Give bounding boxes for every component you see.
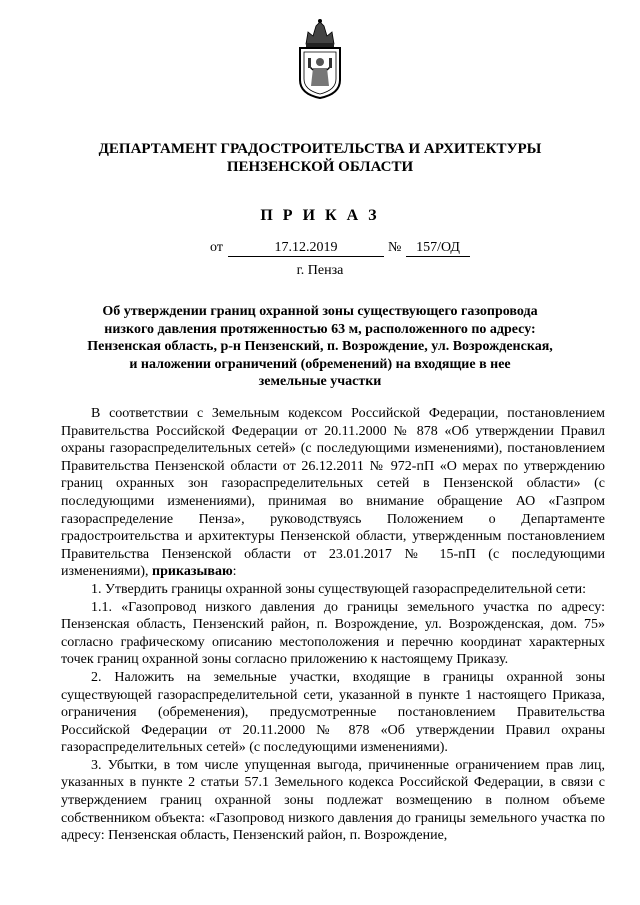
coat-of-arms-emblem	[296, 18, 344, 100]
date-prefix: от	[210, 240, 223, 255]
preamble-paragraph	[61, 405, 605, 581]
clause-1-1: 1.1. «Газопровод низкого давления до границы земельного участка по адресу: Пензенская область, Пензенский район, п. Возрождение, ул. Возрожденская, дом. 75» согласно графическому описанию местоположения и перечню координат характерных точек границ охранной зоны согласно приложению к настоящему Приказу.	[61, 599, 605, 668]
preamble-text: В соответствии с Земельным кодексом Российской Федерации, постановлением Правительства Российской Федерации от 20.11.2000 № 878 «Об утверждении Правил охраны газораспределительных сетей» (с последующими изменениями), постановлением Правительства Пензенской области от 26.12.2011 № 972-пП «О мерах по утверждению границ охранных зон газораспределительных сетей в Пензенской области» (с последующими изменениями), принимая во внимание обращение АО «Газпром газораспределение Пенза», руководствуясь Положением о Департаменте градостроительства и архитектуры Пензенской области, утвержденным постановлением Правительства Пензенской области от 23.01.2017 № 15-пП (с последующими изменениями),	[61, 406, 605, 580]
title-line: низкого давления протяженностью 63 м, расположенного по адресу:	[104, 321, 536, 337]
city: г. Пенза	[296, 263, 344, 278]
document-type: П Р И К А З	[260, 207, 380, 224]
order-date: 17.12.2019	[228, 240, 384, 257]
department-name-line-2: ПЕНЗЕНСКОЙ ОБЛАСТИ	[226, 159, 414, 175]
preamble-end: :	[232, 564, 237, 580]
title-line: земельные участки	[258, 374, 382, 389]
date-number-row	[200, 240, 480, 258]
order-number: 157/ОД	[406, 240, 470, 257]
clause-1: 1. Утвердить границы охранной зоны существующей газораспределительной сети:	[91, 581, 586, 597]
order-title	[70, 303, 570, 391]
title-line: Пензенская область, р-н Пензенский, п. Возрождение, ул. Возрожденская,	[87, 339, 553, 354]
clause-2: 2. Наложить на земельные участки, входящие в границы охранной зоны существующей газораспределительной сети, указанной в пункте 1 настоящего Приказа, ограничения (обременения), предусмотренные постановлением Правительства Российской Федерации от 20.11.2000 № 878 «Об утверждении Правил охраны газораспределительных сетей» (с последующими изменениями).	[61, 669, 605, 756]
title-line: и наложении ограничений (обременений) на входящие в нее	[129, 356, 511, 372]
clause-3: 3. Убытки, в том числе упущенная выгода, причиненные ограничением прав лиц, указанных в пункте 2 статьи 57.1 Земельного кодекса Российской Федерации, в связи с утверждением границ охранной зоны подлежат возмещению в полном объеме собственником объекта: «Газопровод низкого давления до границы земельного участка по адресу: Пензенская область, Пензенский район, п. Возрождение,	[61, 757, 605, 844]
title-line: Об утверждении границ охранной зоны существующего газопровода	[102, 304, 538, 319]
number-prefix: №	[388, 240, 402, 255]
department-name-line-1: ДЕПАРТАМЕНТ ГРАДОСТРОИТЕЛЬСТВА И АРХИТЕКТУРЫ	[98, 141, 542, 157]
order-keyword: приказываю	[152, 564, 233, 580]
order-body	[61, 405, 605, 845]
